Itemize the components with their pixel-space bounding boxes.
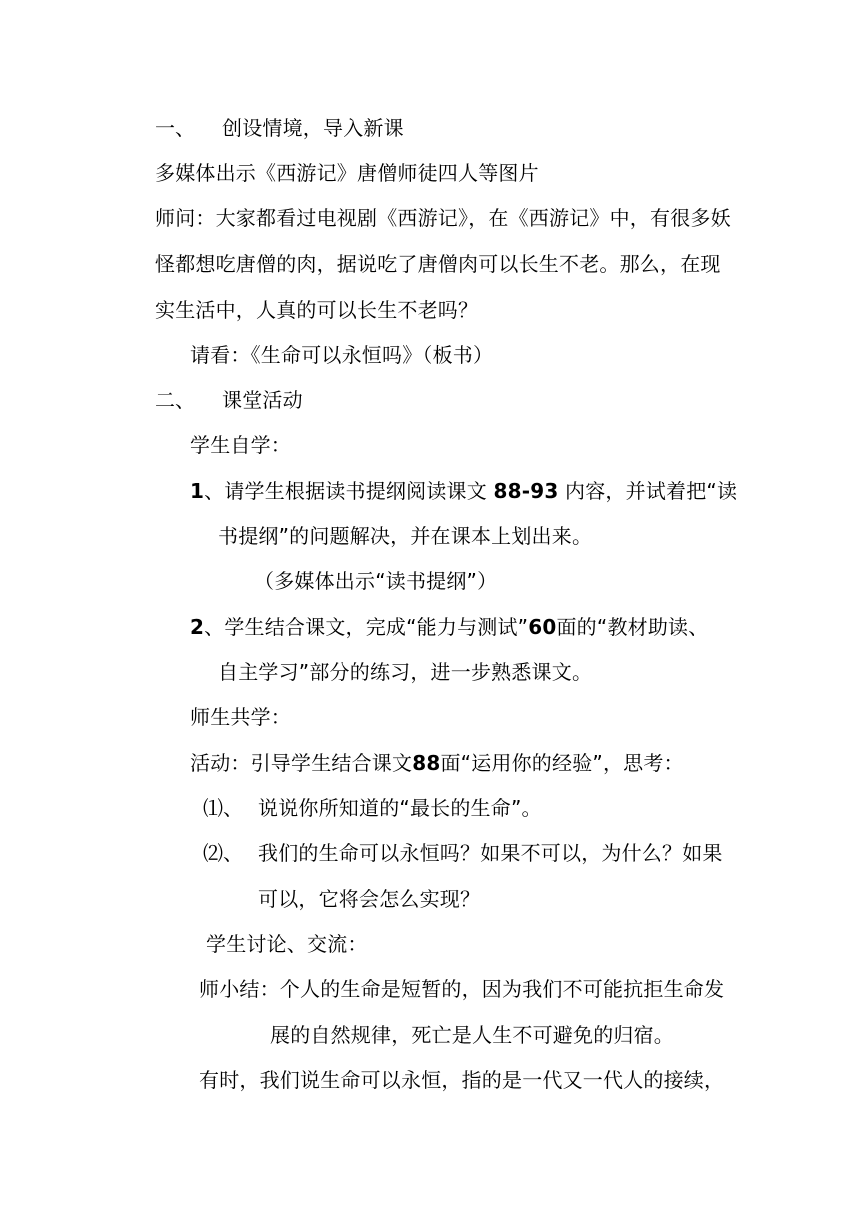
text-span: 面“运用你的经验”，思考：	[440, 751, 684, 775]
text-line: 学生讨论、交流：	[206, 932, 368, 956]
subheading: 学生自学：	[190, 433, 291, 457]
item-number: ⑴、	[203, 796, 243, 820]
text-line: 书提纲”的问题解决，并在课本上划出来。	[218, 524, 593, 548]
text-line: 请看：《生命可以永恒吗》（板书）	[190, 343, 494, 367]
list-item	[190, 477, 737, 505]
text-line: （多媒体出示“读书提纲”）	[254, 569, 498, 593]
text-line	[190, 749, 684, 777]
text-span: 、请学生根据读书提纲阅读课文	[204, 479, 487, 503]
text-line: 多媒体出示《西游记》唐僧师徒四人等图片	[155, 161, 539, 185]
section-title: 创设情境，导入新课	[222, 116, 404, 140]
text-line: 说说你所知道的“最长的生命”。	[258, 796, 542, 820]
section-number: 二、	[155, 388, 195, 412]
text-span: 、学生结合课文，完成“能力与测试”	[204, 615, 529, 639]
text-span: 面的“教材助读、	[556, 615, 709, 639]
section-number: 一、	[155, 116, 195, 140]
subheading: 师生共学：	[190, 705, 291, 729]
text-line: 可以，它将会怎么实现？	[258, 887, 481, 911]
section-title: 课堂活动	[222, 388, 303, 412]
text-span: 活动：引导学生结合课文	[190, 751, 413, 775]
list-number: 2	[190, 615, 205, 639]
item-number: ⑵、	[203, 841, 243, 865]
text-line: 我们的生命可以永恒吗？如果不可以，为什么？如果	[258, 841, 723, 865]
page-number: 60	[528, 615, 557, 639]
page-number: 88	[412, 751, 441, 775]
text-line: 有时，我们说生命可以永恒，指的是一代又一代人的接续，	[199, 1068, 725, 1092]
list-item	[190, 613, 708, 641]
text-line: 展的自然规律，死亡是人生不可避免的归宿。	[270, 1023, 674, 1047]
text-span: 内容，并试着把“读	[565, 479, 738, 503]
text-line: 怪都想吃唐僧的肉，据说吃了唐僧肉可以长生不老。那么，在现	[155, 252, 721, 276]
list-number: 1	[190, 479, 205, 503]
page-range: 88-93	[493, 479, 559, 503]
text-line: 实生活中，人真的可以长生不老吗？	[155, 298, 479, 322]
text-line: 自主学习”部分的练习，进一步熟悉课文。	[218, 660, 593, 684]
text-line: 师小结：个人的生命是短暂的，因为我们不可能抗拒生命发	[199, 977, 725, 1001]
text-line: 师问：大家都看过电视剧《西游记》，在《西游记》中，有很多妖	[155, 206, 731, 230]
